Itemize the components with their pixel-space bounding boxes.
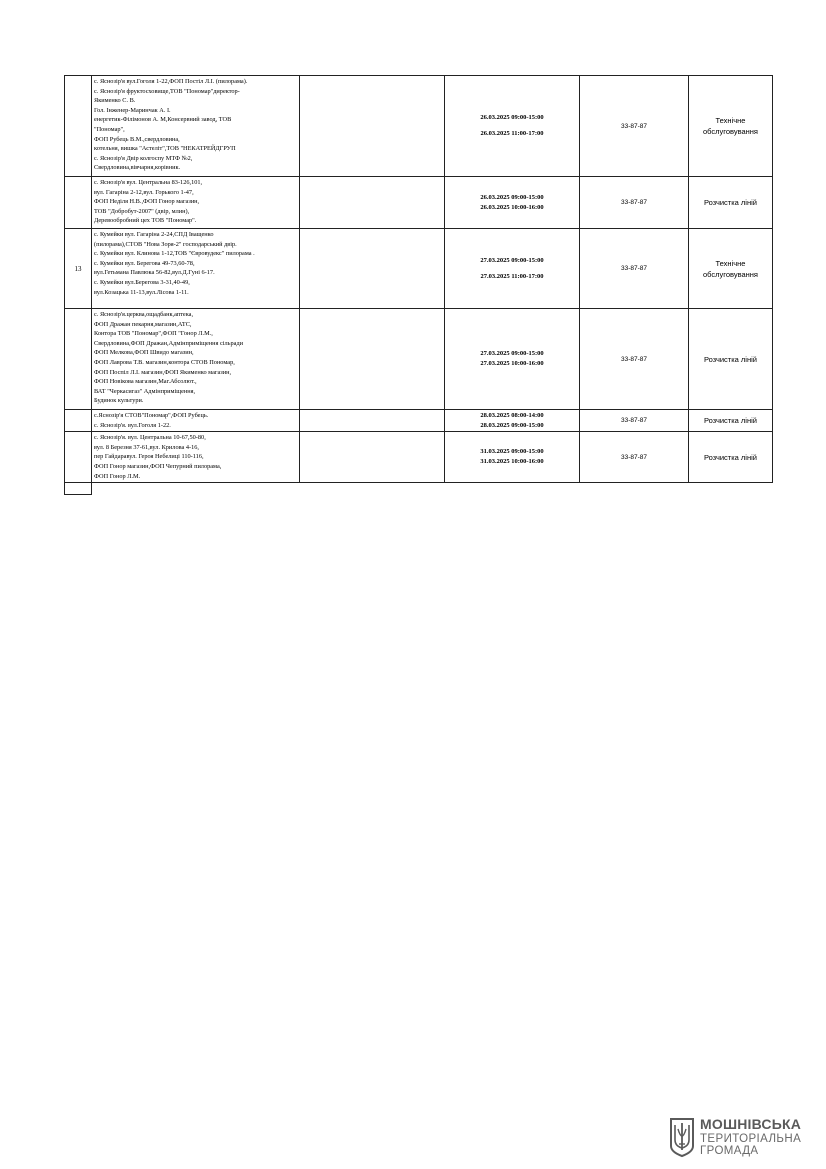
time-line: 28.03.2025 08:00-14:00 [480, 411, 544, 419]
address-line: Свердловина,ФОП Дражан,Адмінприміщення сільради [94, 339, 244, 347]
address-line: с. Кумейки вул. Клинова 1-12,ТОВ "Євровудекс" пилорама . [94, 250, 255, 258]
address-line: (пилорама),СТОВ "Нова Зоря-2" господарський двір. [94, 240, 237, 248]
work-type-cell: Розчистка ліній [689, 432, 773, 483]
logo-subtitle: ТЕРИТОРІАЛЬНА [700, 1133, 802, 1145]
address-line: ФОП Гонор магазин,ФОП Чепурний пилорама, [94, 462, 222, 470]
community-logo [668, 1114, 816, 1160]
empty-cell [300, 177, 445, 229]
address-line: с. Яснозір'я Двір колгоспу МТФ №2, [94, 154, 193, 162]
empty-cell [300, 76, 445, 177]
address-line: с. Яснозір'я фруктосховище,ТОВ "Пономар"директор- [94, 87, 240, 95]
address-line: ФОП Дражан пекарня,магазин,АТС, [94, 320, 192, 328]
address-line: с. Яснозір'я. вул. Центральна 10-67,50-80, [94, 434, 206, 442]
time-line: 31.03.2025 10:00-16:00 [480, 458, 544, 466]
table-row [65, 432, 773, 483]
logo-subtitle: ГРОМАДА [700, 1145, 759, 1157]
phone-cell: 33-87-87 [580, 410, 689, 432]
row-number-cell [65, 177, 92, 229]
time-line: 27.03.2025 09:00-15:00 [480, 350, 544, 357]
address-cell [92, 229, 300, 309]
address-line: Контора ТОВ "Пономар",ФОП "Гонор Л.М., [94, 330, 213, 338]
address-cell [92, 432, 300, 483]
phone-cell: 33-87-87 [580, 229, 689, 309]
address-cell [92, 410, 300, 432]
address-line: котельня, вишка "Астеліт",ТОВ "НЕКАТРЕЙДГРУП [94, 145, 236, 153]
row-number-cell [65, 76, 92, 177]
row-number-cell: 13 [65, 229, 92, 309]
address-line: ФОП Рубець В.М.,свердловина, [94, 135, 180, 143]
empty-cell [300, 432, 445, 483]
time-line: 27.03.2025 09:00-15:00 [480, 256, 544, 264]
address-line: с. Яснозір'я. вул.Гоголя 1-22. [94, 421, 171, 429]
address-line: вул. 8 Березня 37-61,вул. Крилова 4-16, [94, 443, 199, 451]
time-line: 26.03.2025 09:00-15:00 [480, 193, 544, 201]
row-number-cell [65, 410, 92, 432]
time-cell [445, 177, 580, 229]
address-line: с. Кумейки вул. Гагаріна 2-24,СПД Іващенко [94, 231, 214, 238]
address-line: вул.Козацька 11-13,вул.Лісова 1-11. [94, 288, 189, 296]
time-line: 26.03.2025 11:00-17:00 [480, 130, 544, 137]
address-line: "Пономар", [94, 125, 125, 133]
empty-cell [300, 410, 445, 432]
table-row [65, 76, 773, 177]
address-line: ФОП Мелкова,ФОП Швидо магазин, [94, 349, 194, 357]
work-type-cell: Технічне обслуговування [689, 229, 773, 309]
address-line: Гол. Інженер-Маринчак А. І. [94, 106, 171, 114]
address-line: с. Кумейки вул. Берегова 49-73,60-78, [94, 259, 195, 267]
address-line: Свердловина,вівчарня,корівник. [94, 164, 181, 172]
work-type-cell: Розчистка ліній [689, 177, 773, 229]
address-line: с. Яснозір'я вул. Центральна 83-126,101, [94, 179, 203, 186]
time-cell [445, 432, 580, 483]
table-row [65, 309, 773, 410]
address-line: ФОП Гонор Л.М. [94, 472, 141, 480]
phone-cell: 33-87-87 [580, 309, 689, 410]
address-cell [92, 309, 300, 410]
address-line: ФОП Неділя Н.В.,ФОП Гонор магазин, [94, 198, 200, 206]
work-type-cell: Розчистка ліній [689, 309, 773, 410]
row-number-cell [65, 432, 92, 483]
outage-schedule-table [64, 75, 773, 483]
time-line: 26.03.2025 09:00-15:00 [480, 114, 544, 121]
work-type-cell: Розчистка ліній [689, 410, 773, 432]
row-number-cell [65, 309, 92, 410]
address-line: енергетик-Філімонов А. М,Консервний завод, ТОВ [94, 116, 232, 124]
time-line: 28.03.2025 09:00-15:00 [480, 421, 544, 429]
table-row [65, 229, 773, 309]
address-line: пер Гайдаравул. Героя Небелиці 110-116, [94, 453, 204, 461]
address-line: ВАТ "Черкасигаз" Адмінприміщення, [94, 387, 196, 395]
address-line: Деревообробний цех ТОВ "Пономар". [94, 217, 197, 225]
address-line: Будинок культури. [94, 397, 144, 405]
address-line: Якименко С. В. [94, 97, 136, 105]
schedule-body [65, 76, 773, 483]
time-cell [445, 309, 580, 410]
table-row [65, 410, 773, 432]
address-cell [92, 76, 300, 177]
time-line: 31.03.2025 09:00-15:00 [480, 448, 544, 456]
address-line: ФОП Поспіл Л.І. магазин,ФОП Якименко магазин, [94, 368, 232, 376]
address-line: с. Яснозір'я.церква,ощадбанк,аптека, [94, 311, 194, 318]
time-cell [445, 229, 580, 309]
phone-cell: 33-87-87 [580, 432, 689, 483]
empty-cell [300, 229, 445, 309]
address-line: с. Яснозір'я вул.Гоголя 1-22,ФОП Постіл Л.І. (пилорама). [94, 78, 248, 85]
time-cell [445, 76, 580, 177]
address-line: вул. Гагаріна 2-12,вул. Горького 1-47, [94, 188, 194, 196]
trident-emblem-icon [668, 1116, 696, 1158]
table-trailing-cell [64, 482, 92, 495]
table-row [65, 177, 773, 229]
time-line: 27.03.2025 11:00-17:00 [480, 272, 544, 280]
empty-cell [300, 309, 445, 410]
address-cell [92, 177, 300, 229]
address-line: ФОП Новікова магазин,Маг.Абсолют., [94, 378, 197, 386]
time-cell [445, 410, 580, 432]
time-line: 26.03.2025 10:00-16:00 [480, 203, 544, 211]
address-line: с. Кумейки вул.Берегова 3-31,40-49, [94, 278, 190, 286]
work-type-cell: Технічне обслуговування [689, 76, 773, 177]
logo-title: МОШНІВСЬКА [700, 1116, 802, 1132]
time-line: 27.03.2025 10:00-16:00 [480, 360, 544, 367]
address-line: с.Яснозір'я СТОВ"Пономар",ФОП Рубець. [94, 412, 209, 419]
phone-cell: 33-87-87 [580, 76, 689, 177]
phone-cell: 33-87-87 [580, 177, 689, 229]
address-line: ФОП Лаврова Т.В. магазин,контора СТОВ Пономар, [94, 358, 235, 366]
address-line: ТОВ "Добробут-2007" (двір, млин), [94, 207, 190, 215]
address-line: вул.Гетьмана Павлюка 56-82,вул.Д.Гуні 6-17. [94, 269, 215, 277]
